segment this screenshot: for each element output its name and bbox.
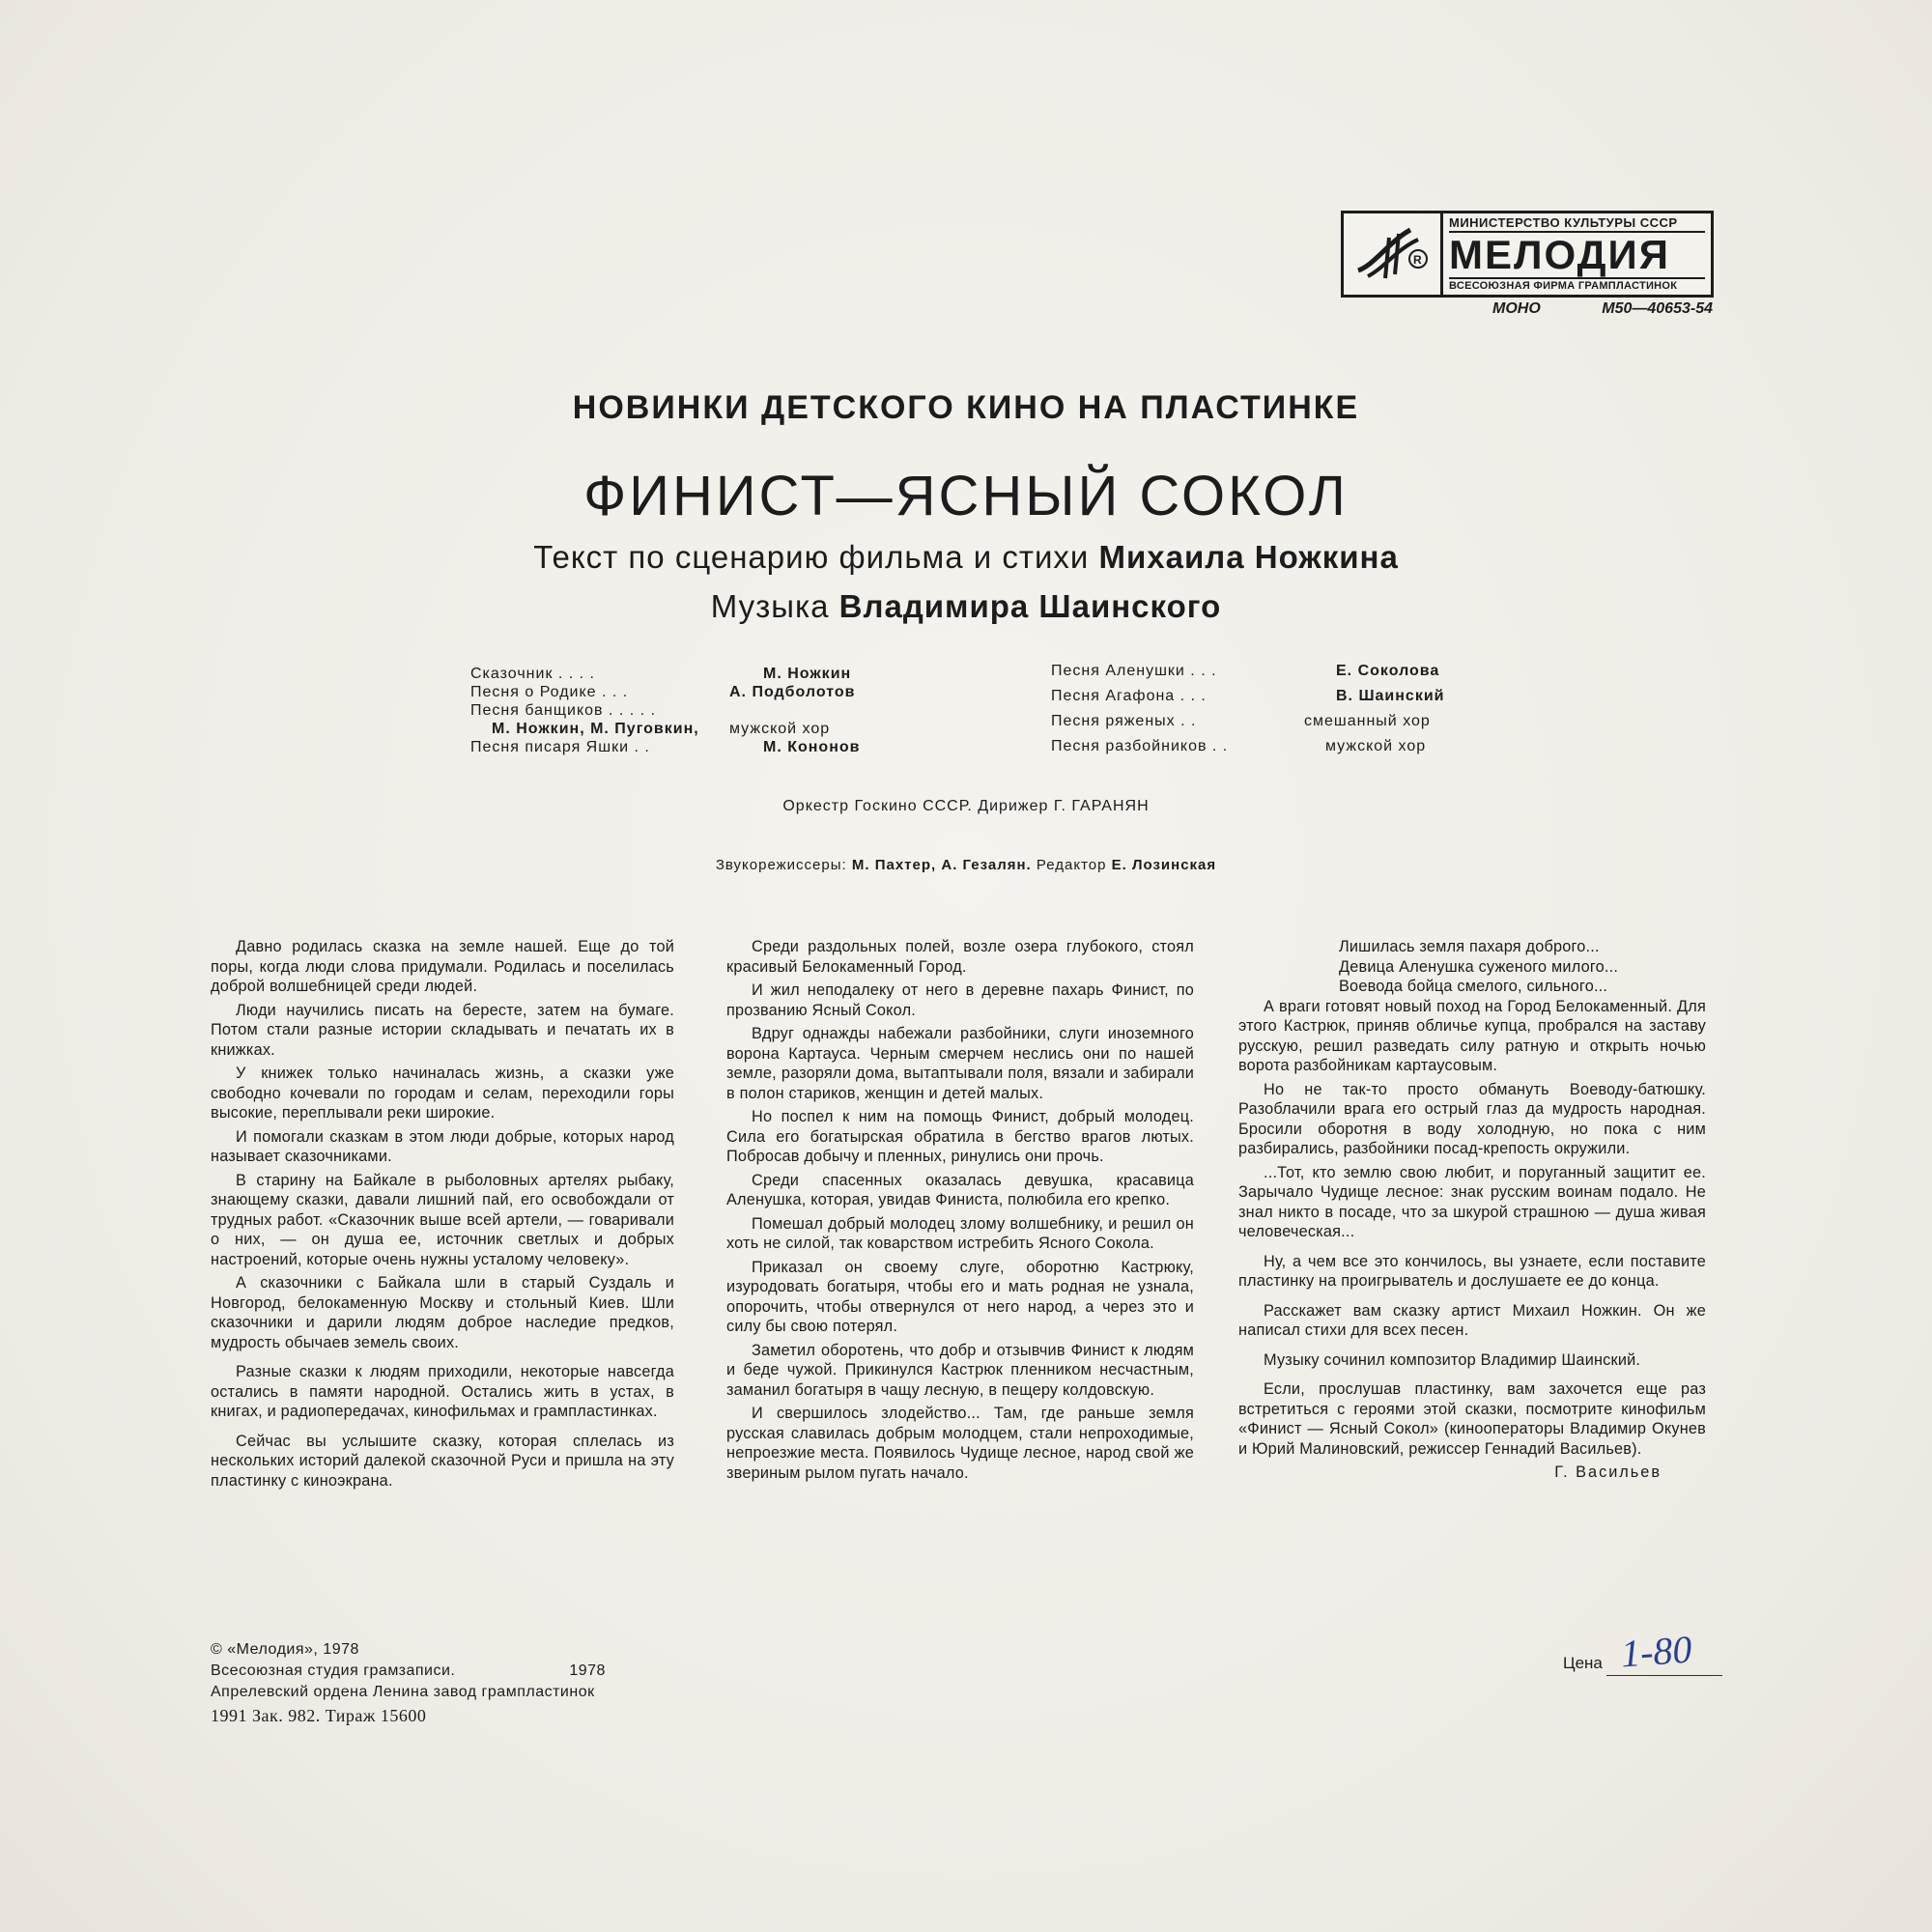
album-title: ФИНИСТ—ЯСНЫЙ СОКОЛ <box>583 465 1349 527</box>
price-label: Цена <box>1563 1654 1603 1672</box>
credit-role: Песня ряженых . . <box>1051 713 1197 729</box>
credit-role: Сказочник . . . . <box>470 666 595 682</box>
logo-firm: ВСЕСОЮЗНАЯ ФИРМА ГРАМПЛАСТИНОК <box>1449 277 1705 292</box>
price-handwritten: 1-80 <box>1619 1627 1693 1676</box>
paragraph: А враги готовят новый поход на Город Белокаменный. Для этого Кастрюк, приняв обличье купца, пробрался на заставу русскую, решил разведать силу ратную и открыть ночью ворота разбойникам картаусовым. <box>1238 997 1706 1074</box>
liner-notes-column-1 <box>211 937 674 1494</box>
paragraph: Среди раздольных полей, возле озера глубокого, стоял красивый Белокаменный Город. <box>726 938 1194 976</box>
paragraph: Но поспел к ним на помощь Финист, добрый молодец. Сила его богатырская обратила в бегство врагов лютых. Побросав добычу и пленных, ринулись они прочь. <box>726 1108 1194 1165</box>
paragraph: И жил неподалеку от него в деревне пахарь Финист, по прозванию Ясный Сокол. <box>726 981 1194 1019</box>
signature: Г. Васильев <box>1554 1463 1662 1481</box>
plant-line: Апрелевский ордена Ленина завод грампластинок <box>211 1684 595 1700</box>
paragraph: Музыку сочинил композитор Владимир Шаинский. <box>1264 1350 1641 1369</box>
logo-ministry: МИНИСТЕРСТВО КУЛЬТУРЫ СССР <box>1449 215 1705 233</box>
editor-name: Е. Лозинская <box>1111 857 1217 873</box>
paragraph: И помогали сказкам в этом люди добрые, которых народ называет сказочниками. <box>211 1127 674 1165</box>
print-run-line: 1991 Зак. 982. Тираж 15600 <box>211 1706 427 1725</box>
paragraph: Расскажет вам сказку артист Михаил Ножкин. Он же написал стихи для всех песен. <box>1238 1301 1706 1339</box>
credit-performer: М. Кононов <box>763 739 861 755</box>
credit-role: Песня писаря Яшки . . <box>470 739 650 755</box>
paragraph: Заметил оборотень, что добр и отзывчив Финист к людям и беде чужой. Прикинулся Кастрюк пленником несчастным, заманил богатыря в чащу лесную, в пещеру колдовскую. <box>726 1341 1194 1399</box>
credit-row <box>470 683 915 701</box>
paragraph: Если, прослушав пластинку, вам захочется еще раз встретиться с героями этой сказки, посмотрите кинофильм «Финист — Ясный Сокол» (кинооператоры Владимир Окунев и Юрий Малиновский, режиссер Геннадий Васильев). <box>1238 1380 1706 1458</box>
credit-row <box>1051 737 1486 762</box>
paragraph: Но не так-то просто обмануть Воеводу-батюшку. Разоблачили врага его острый глаз да мудрость народная. Бросили оборотня в воду холодную, но пока с ним разбирались, разбойники посад-крепость окружили. <box>1238 1080 1706 1157</box>
text-author: Михаила Ножкина <box>1098 539 1399 575</box>
poem-line: Воевода бойца смелого, сильного... <box>1339 978 1608 995</box>
paragraph: Вдруг однажды набежали разбойники, слуги иноземного ворона Картауса. Черным смерчем неслись они по нашей земле, разоряли дома, вытаптывали поля, вязали и забирали в полон стариков, женщин и детей малых. <box>726 1025 1194 1102</box>
credit-role: Песня разбойников . . <box>1051 738 1229 754</box>
credit-role: Песня о Родике . . . <box>470 684 629 700</box>
music-author: Владимира Шаинского <box>838 588 1222 624</box>
melodiya-logo <box>1341 211 1714 298</box>
series-title: НОВИНКИ ДЕТСКОГО КИНО НА ПЛАСТИНКЕ <box>572 389 1360 426</box>
editor-prefix: Редактор <box>1031 857 1112 873</box>
credit-choir: мужской хор <box>729 721 831 737</box>
liner-notes-column-3 <box>1238 937 1706 1487</box>
credit-row <box>1051 687 1486 712</box>
engineers-names: М. Пахтер, А. Гезалян. <box>851 857 1032 873</box>
copyright-line: © «Мелодия», 1978 <box>211 1641 359 1658</box>
credits-right <box>1051 662 1486 762</box>
credit-row <box>470 665 915 683</box>
credit-role: Песня Агафона . . . <box>1051 688 1207 704</box>
format-label: МОНО <box>1492 300 1541 317</box>
paragraph: Давно родилась сказка на земле нашей. Еще до той поры, когда люди слова придумали. Родилась и поселилась доброй волшебницей среди людей. <box>211 938 674 995</box>
studio-year: 1978 <box>569 1662 606 1679</box>
credit-performer: А. Подболотов <box>729 684 856 700</box>
conductor-name: Г. ГАРАНЯН <box>1053 798 1150 814</box>
catalog-line <box>1492 300 1713 318</box>
paragraph: И свершилось злодейство... Там, где раньше земля русская славилась добрым молодцем, стали непроходимые, непроезжие места. Появилось Чудище лесное, народ свой же звериным рылом пугать начало. <box>726 1405 1194 1482</box>
credit-role: Песня банщиков . . . . . <box>470 702 657 719</box>
engineers-prefix: Звукорежиссеры: <box>715 857 852 873</box>
paragraph: Среди спасенных оказалась девушка, красавица Аленушка, которая, увидав Финиста, полюбила его крепко. <box>726 1171 1194 1208</box>
credit-row <box>1051 712 1486 737</box>
credit-performer: М. Ножкин, М. Пуговкин, <box>492 721 699 737</box>
paragraph: У книжек только начиналась жизнь, а сказки уже свободно кочевали по городам и селам, переходили горы высокие, переплывали реки широкие. <box>211 1065 674 1122</box>
catalog-number: М50—40653-54 <box>1602 300 1713 317</box>
credit-performer: М. Ножкин <box>763 666 852 682</box>
paragraph: Люди научились писать на бересте, затем на бумаге. Потом стали разные истории складывать и печатать их в книжках. <box>211 1001 674 1059</box>
credit-choir: смешанный хор <box>1304 713 1431 729</box>
music-author-line <box>0 588 1932 625</box>
paragraph: ...Тот, кто землю свою любит, и поруганный защитит ее. Зарычало Чудище лесное: знак русским воинам подало. Не знал никто в посаде, что за шкурой страшною — душа живая человеческая... <box>1238 1163 1706 1240</box>
credit-performer: Е. Соколова <box>1336 663 1440 679</box>
publisher-footer <box>211 1639 606 1726</box>
credit-choir: мужской хор <box>1325 738 1427 754</box>
credit-row <box>470 738 915 756</box>
melodiya-emblem-icon <box>1344 213 1443 295</box>
liner-notes-column-2 <box>726 937 1194 1487</box>
poem-line: Девица Аленушка суженого милого... <box>1339 957 1619 976</box>
text-author-line <box>0 539 1932 576</box>
credit-performer: В. Шаинский <box>1336 688 1445 704</box>
svg-text:R: R <box>1413 253 1422 267</box>
paragraph: Помешал добрый молодец злому волшебнику, и решил он хоть не силой, так коварством истребить Ясного Сокола. <box>726 1214 1194 1252</box>
credit-role: Песня Аленушки . . . <box>1051 663 1217 679</box>
orchestra-line <box>0 798 1932 815</box>
engineers-line <box>0 857 1932 873</box>
paragraph: Ну, а чем все это кончилось, вы узнаете, если поставите пластинку на проигрыватель и дослушаете ее до конца. <box>1238 1252 1706 1290</box>
credits-left <box>470 665 915 756</box>
paragraph: Приказал он своему слуге, оборотню Кастрюку, изуродовать богатыря, чтобы его и мать родная не узнала, опорочить, чтобы отвернулся от него народ, а через это и силу бы свою потерял. <box>726 1258 1194 1335</box>
orchestra-prefix: Оркестр Госкино СССР. Дирижер <box>782 798 1054 814</box>
paragraph: Разные сказки к людям приходили, некоторые навсегда остались в памяти народной. Остались жить в устах, в книгах, и радиопередачах, кинофильмах и грампластинках. <box>211 1363 674 1420</box>
logo-brand: МЕЛОДИЯ <box>1449 232 1670 277</box>
studio-name: Всесоюзная студия грамзаписи. <box>211 1662 456 1679</box>
paragraph: В старину на Байкале в рыболовных артелях рыбаку, знающему сказки, давали лишний пай, его освобождали от трудных работ. «Сказочник выше всей артели, — говаривали о них, — он душа ее, источник светлых и добрых настроений, которые очень нужны усталому человеку». <box>211 1171 674 1268</box>
paragraph: А сказочники с Байкала шли в старый Суздаль и Новгород, белокаменную Москву и стольный Киев. Шли сказочники и дарили людям доброе наследие предков, мудрость обычаев земель своих. <box>211 1274 674 1351</box>
paragraph: Сейчас вы услышите сказку, которая сплелась из нескольких историй далекой сказочной Руси и пришла на эту пластинку с киноэкрана. <box>211 1432 674 1490</box>
studio-line <box>211 1661 606 1682</box>
poem-line: Лишилась земля пахаря доброго... <box>1339 938 1600 955</box>
credit-row <box>470 701 915 720</box>
text-author-prefix: Текст по сценарию фильма и стихи <box>533 539 1099 575</box>
credit-row <box>470 720 915 738</box>
credit-row <box>1051 662 1486 687</box>
music-author-prefix: Музыка <box>710 588 839 624</box>
